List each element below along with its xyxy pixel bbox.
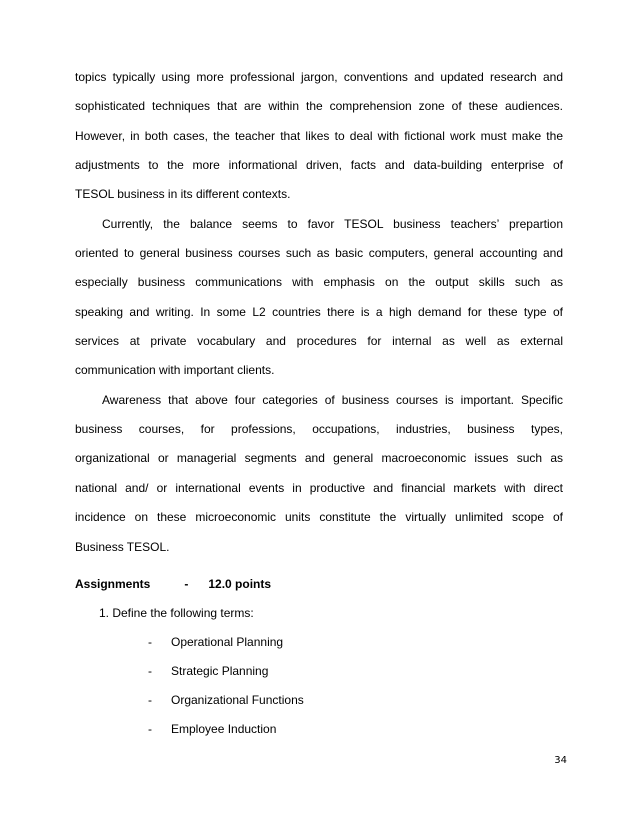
text-line: topics typically using more professional jargon, conventions and updated research and <box>75 70 563 84</box>
assignments-title: Assignments <box>75 576 151 591</box>
text-line: TESOL business in its different contexts. <box>75 187 291 202</box>
text-line: communication with important clients. <box>75 363 275 378</box>
list-item <box>75 628 563 657</box>
page-content <box>75 63 563 744</box>
term-label: Organizational Functions <box>171 692 304 707</box>
list-item <box>75 686 563 715</box>
term-label: Employee Induction <box>171 721 277 736</box>
paragraph-2 <box>75 210 563 386</box>
text-line: Currently, the balance seems to favor TESOL business teachers’ prepartion <box>102 216 563 231</box>
text-line: national and/ or international events in productive and financial markets with direct <box>75 480 563 495</box>
text-line: especially business communications with emphasis on the output skills such as <box>75 275 563 290</box>
text-line: oriented to general business courses such as basic computers, general accounting and <box>75 246 563 261</box>
numbered-item-1: 1. Define the following terms: <box>99 605 254 620</box>
text-line: incidence on these microeconomic units constitute the virtually unlimited scope of <box>75 510 563 525</box>
list-dash: - <box>148 634 152 649</box>
assignments-dash: - <box>184 576 189 591</box>
list-item <box>75 657 563 686</box>
text-line: business courses, for professions, occupations, industries, business types, <box>75 422 563 437</box>
assignments-heading <box>75 570 563 599</box>
term-label: Strategic Planning <box>171 663 269 678</box>
text-line: Awareness that above four categories of business courses is important. Specific <box>102 392 563 407</box>
page-number: 34 <box>554 755 567 766</box>
list-item <box>75 715 563 744</box>
terms-list <box>75 628 563 744</box>
text-line: sophisticated techniques that are within the comprehension zone of these audiences. <box>75 99 563 114</box>
assignments-points: 12.0 points <box>208 576 272 591</box>
paragraph-3 <box>75 386 563 562</box>
list-dash: - <box>148 692 152 707</box>
text-line: adjustments to the more informational driven, facts and data-building enterprise of <box>75 158 563 173</box>
text-line: However, in both cases, the teacher that likes to deal with fictional work must make the <box>75 128 563 143</box>
text-line: services at private vocabulary and procedures for internal as well as external <box>75 334 563 349</box>
text-line: speaking and writing. In some L2 countries there is a high demand for these type of <box>75 304 563 319</box>
list-dash: - <box>148 663 152 678</box>
term-label: Operational Planning <box>171 634 284 649</box>
list-dash: - <box>148 721 152 736</box>
paragraph-1 <box>75 63 563 210</box>
text-line: organizational or managerial segments and general macroeconomic issues such as <box>75 451 563 466</box>
text-line: Business TESOL. <box>75 539 170 554</box>
